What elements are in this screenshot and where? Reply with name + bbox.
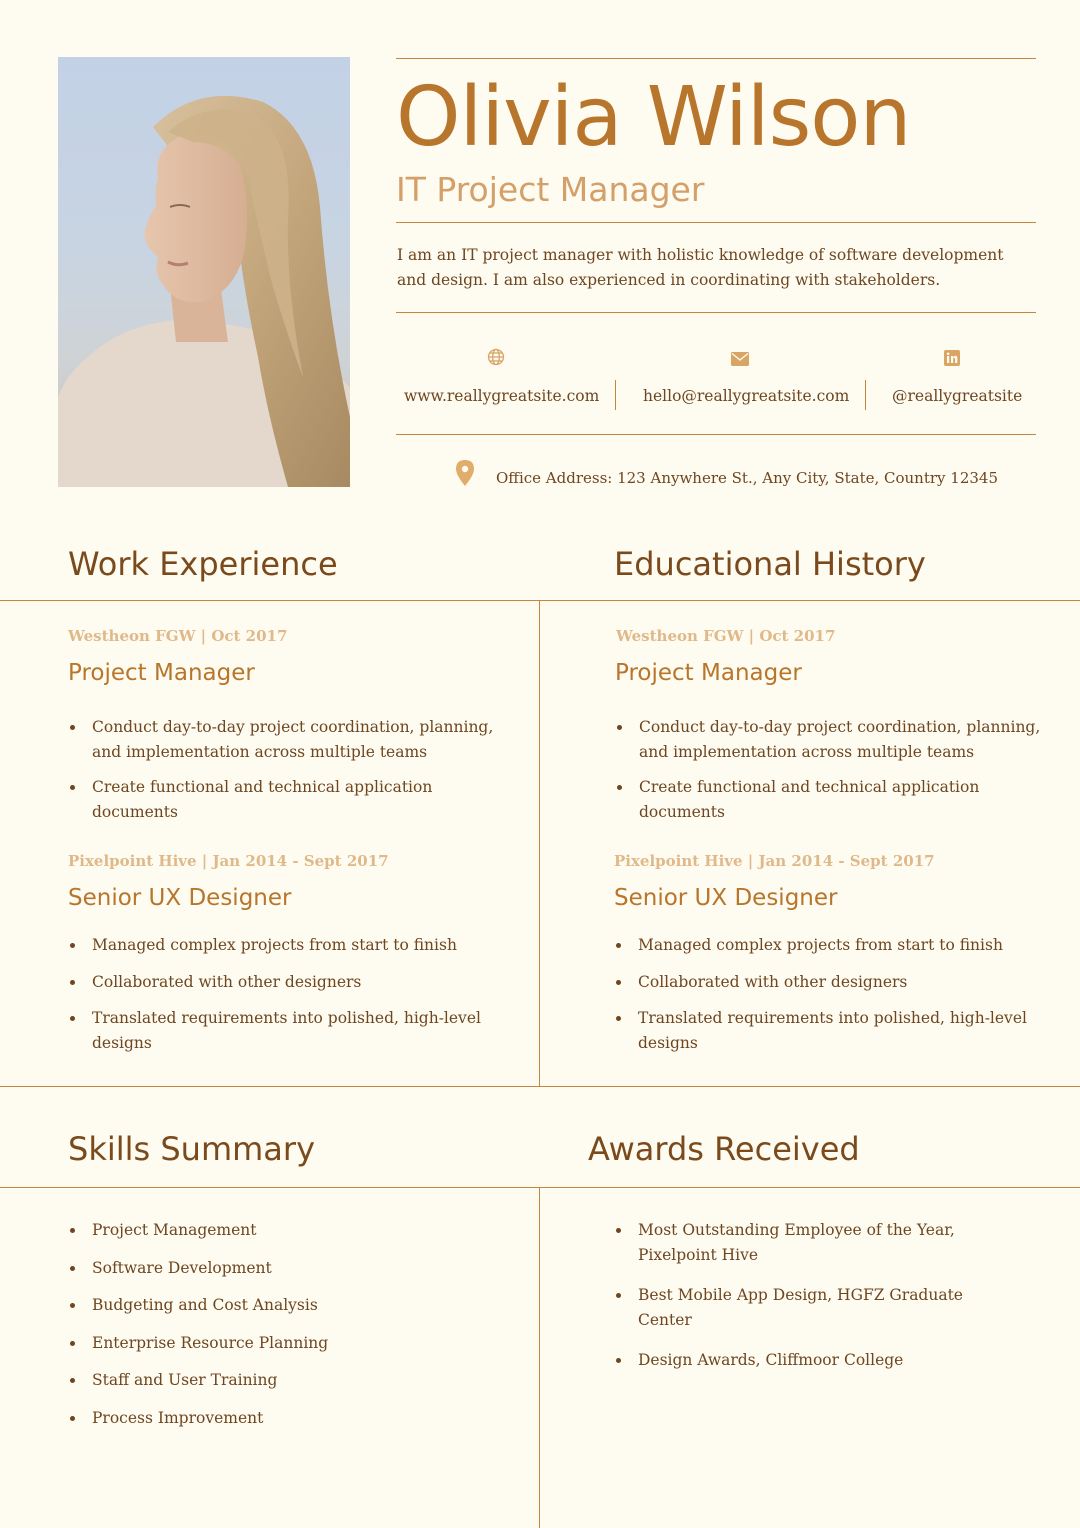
location-pin-icon <box>456 460 474 490</box>
globe-icon <box>487 348 505 370</box>
office-address: Office Address: 123 Anywhere St., Any City, State, Country 12345 <box>496 469 998 487</box>
section-rule <box>0 600 1080 601</box>
list-item: Collaborated with other designers <box>68 970 488 995</box>
candidate-title: IT Project Manager <box>396 170 705 209</box>
education-heading: Educational History <box>614 545 926 583</box>
work-experience-heading: Work Experience <box>68 545 338 583</box>
social-link[interactable]: @reallygreatsite <box>892 387 1023 405</box>
list-item: Translated requirements into polished, high-level designs <box>614 1006 1034 1055</box>
contact-divider <box>615 380 616 410</box>
column-divider <box>539 600 540 1086</box>
list-item: Create functional and technical application documents <box>615 775 1055 824</box>
job-role: Senior UX Designer <box>68 885 292 911</box>
section-rule <box>0 1086 1080 1087</box>
education-role: Project Manager <box>615 660 802 686</box>
list-item: Create functional and technical application documents <box>68 775 508 824</box>
skills-heading: Skills Summary <box>68 1130 315 1168</box>
job-meta: Westheon FGW | Oct 2017 <box>68 627 288 645</box>
education-meta: Pixelpoint Hive | Jan 2014 - Sept 2017 <box>614 852 935 870</box>
job-bullets <box>68 715 508 824</box>
list-item: Collaborated with other designers <box>614 970 1034 995</box>
job-role: Project Manager <box>68 660 255 686</box>
list-item: Project Management <box>68 1218 508 1243</box>
education-role: Senior UX Designer <box>614 885 838 911</box>
job-bullets <box>68 933 488 1055</box>
header-title-rule <box>396 222 1036 223</box>
column-divider <box>539 1187 540 1528</box>
skills-list <box>68 1218 508 1430</box>
list-item: Most Outstanding Employee of the Year, Pixelpoint Hive <box>614 1218 964 1267</box>
contact-divider <box>865 380 866 410</box>
website-link[interactable]: www.reallygreatsite.com <box>404 387 600 405</box>
awards-heading: Awards Received <box>588 1130 860 1168</box>
mail-icon <box>731 351 749 370</box>
contact-rule <box>396 434 1036 435</box>
candidate-bio: I am an IT project manager with holistic knowledge of software development and design. I am also experienced in coordinating with stakeholders. <box>397 246 1004 289</box>
education-meta: Westheon FGW | Oct 2017 <box>616 627 836 645</box>
list-item: Conduct day-to-day project coordination, planning, and implementation across multiple teams <box>68 715 508 764</box>
profile-photo <box>58 57 350 487</box>
list-item: Enterprise Resource Planning <box>68 1331 508 1356</box>
list-item: Managed complex projects from start to finish <box>614 933 1034 958</box>
job-meta: Pixelpoint Hive | Jan 2014 - Sept 2017 <box>68 852 389 870</box>
header-top-rule <box>396 58 1036 59</box>
candidate-name: Olivia Wilson <box>396 70 911 165</box>
education-bullets <box>614 933 1034 1055</box>
section-rule <box>0 1187 1080 1188</box>
list-item: Design Awards, Cliffmoor College <box>614 1348 964 1373</box>
portrait-illustration <box>58 57 350 487</box>
list-item: Best Mobile App Design, HGFZ Graduate Center <box>614 1283 964 1332</box>
list-item: Translated requirements into polished, high-level designs <box>68 1006 488 1055</box>
awards-list <box>614 1218 964 1373</box>
linkedin-icon <box>944 350 960 370</box>
email-link[interactable]: hello@reallygreatsite.com <box>643 387 850 405</box>
list-item: Staff and User Training <box>68 1368 508 1393</box>
list-item: Managed complex projects from start to finish <box>68 933 488 958</box>
bio-rule <box>396 312 1036 313</box>
list-item: Budgeting and Cost Analysis <box>68 1293 508 1318</box>
list-item: Process Improvement <box>68 1406 508 1431</box>
list-item: Conduct day-to-day project coordination, planning, and implementation across multiple teams <box>615 715 1055 764</box>
list-item: Software Development <box>68 1256 508 1281</box>
education-bullets <box>615 715 1055 824</box>
